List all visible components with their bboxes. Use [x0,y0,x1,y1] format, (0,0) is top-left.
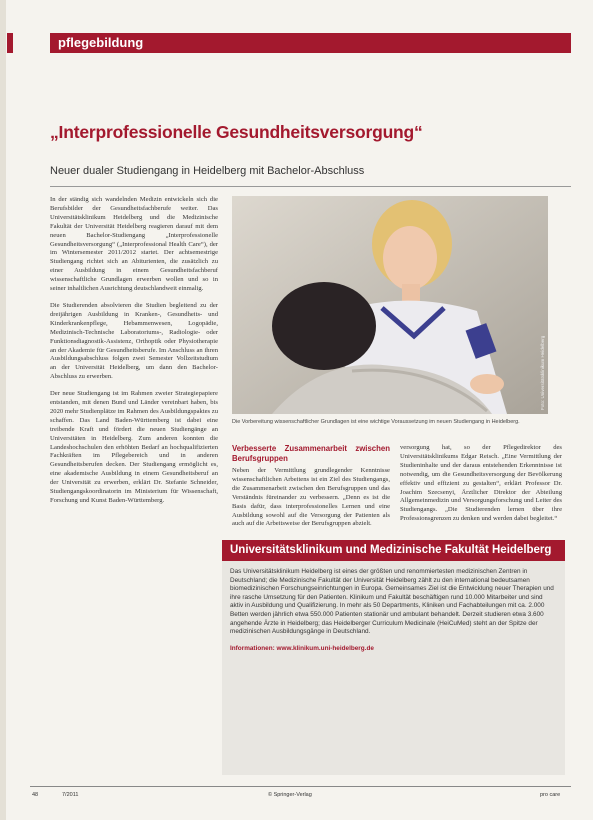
article-column-right [400,444,562,524]
footer-divider [30,786,571,787]
article-photo [232,196,548,414]
headline-divider [50,186,571,187]
info-box-link-line [222,637,565,652]
article-paragraph: Neben der Vermittlung grundlegender Kenntnisse wissenschaftlichen Arbeitens ist ein Ziel des Studiengangs, die Zusammenarbeit zwischen den Berufsgruppen und das Verständnis füreinander zu verbessern. „Denn es ist die Basis dafür, dass interprofessionelles Lernen und eine Ausbildung sowohl auf die Versorgung der Patienten als auch auf die Arbeitsweise der Berufsgruppen abzielt. [232,467,390,528]
article-column-middle [232,444,390,529]
footer-publisher: © Springer-Verlag [268,792,312,798]
article-paragraph: In der ständig sich wandelnden Medizin entwickeln sich die Berufsbilder der Gesundheitsfachberufe weiter. Das Universitätsklinikum Heidelberg und die Medizinische Fakultät der Universität Heidelberg reagieren darauf mit dem neuen Bachelor-Studiengang „Interprofessionelle Gesundheitsversorgung“ („Interprofessional Health Care“), der im Wintersemester 2011/2012 startet. Der achtsemestrige Studiengang richtet sich an Abiturienten, die zusätzlich zu einer Ausbildung in einem Gesundheitsfachberuf wissenschaftliche Grundlagen erwerben wollen und so in seiner inhaltlichen Ausrichtung deutschlandweit einmalig. [50,196,218,293]
info-link-url[interactable]: www.klinikum.uni-heidelberg.de [276,644,374,652]
section-label: pflegebildung [50,33,571,53]
footer-page-number: 48 [32,792,39,798]
section-tab-marker [7,33,13,53]
photo-credit: Foto: Universitätsklinikum Heidelberg [540,335,545,410]
info-box-title: Universitätsklinikum und Medizinische Fakultät Heidelberg [222,540,565,561]
article-subheadline: Neuer dualer Studiengang in Heidelberg mit Bachelor-Abschluss [50,165,365,177]
article-paragraph: versorgung hat, so der Pflegedirektor des Universitätsklinikums Edgar Reisch. „Eine Vermittlung der Studieninhalte und der daraus entstehenden Erkenntnisse ist notwendig, um die Gesundheitsversorgung der Bevölkerung effektiv und effizient zu gestalten“, erklärt Professor Dr. Joachim Szecsenyi, Ärztlicher Direktor der Abteilung Allgemeinmedizin und Versorgungsforschung und Leiter des Studiengangs. „Die Studierenden lernen über ihre Professionsgrenzen zu denken und werden dabei begleitet.“ [400,444,562,523]
article-paragraph: Der neue Studiengang ist im Rahmen zweier Strategiepapiere entstanden, mit denen Bund und Länder vereinbart haben, bis 2020 mehr Studienplätze im Rahmen des Ausbildungspaktes zu schaffen. Das Land Baden-Württemberg ist dabei eine treibende Kraft und fördert die neuen Studiengänge an Universitäten in Heidelberg. Zum anderen konnten die Landeshochschulen den erhöhten Bedarf an hochqualifizierten Fachkräften im Pflegebereich und in anderen Gesundheitsberufen decken. Der Studiengang ermöglicht es, eine akademische Ausbildung in einem Gesundheitsberuf an der Universität zu erwerben, erklärt Dr. Stefanie Schneider, Studiengangskoordinatorin im Ministerium für Wissenschaft, Forschung und Kunst Baden-Württemberg. [50,390,218,504]
article-headline: „Interprofessionelle Gesundheitsversorgung“ [50,122,423,142]
info-link-label: Informationen: [230,644,275,652]
article-paragraph: Die Studierenden absolvieren die Studien begleitend zu der dreijährigen Ausbildung in Kranken-, Gesundheits- und Kinderkrankenpflege, Hebammenwesen, Logopädie, Medizinisch-Technische Laboratoriums-, Radiologie- oder Funktionsdiagnostik-Assistenz, Orthoptik oder Physiotherapie an der Akademie für Gesundheitsberufe. Im Anschluss an ihren Ausbildungsabschluss folgen zwei Semester Vollzeitstudium an der Universität Heidelberg, um dann den Bachelor-Abschluss zu erwerben. [50,301,218,381]
footer-journal: pro care [540,792,561,798]
article-column-left [50,196,218,506]
page-edge [0,0,6,820]
photo-caption: Die Vorbereitung wissenschaftlicher Grundlagen ist eine wichtige Voraussetzung im neuen Studiengang in Heidelberg. [232,419,520,425]
info-box-body: Das Universitätsklinikum Heidelberg ist eines der größten und renommiertesten medizinischen Zentren in Deutschland; die Medizinische Fakultät der Universität Heidelberg zählt zu den international bedeutsamen biomedizinischen Forschungseinrichtungen in Europa. Gemeinsames Ziel ist die Entwicklung neuer Therapien und ihre rasche Umsetzung für den Patienten. Klinikum und Fakultät beschäftigen rund 10.000 Mitarbeiter und sind aktiv in Ausbildung und Qualifizierung. In mehr als 50 Departments, Kliniken und Fachabteilungen mit ca. 2.000 Betten werden jährlich etwa 550.000 Patienten stationär und ambulant behandelt. Derzeit studieren etwa 3.600 angehende Ärzte in Heidelberg; das Heidelberger Curriculum Medicinale (HeiCuMed) steht an der Spitze der medizinischen Ausbildungsgänge in Deutschland. [230,568,554,636]
footer-issue: 7/2011 [62,792,79,798]
subsection-heading: Verbesserte Zusammenarbeit zwischen Berufsgruppen [232,444,390,463]
photo-illustration [232,196,548,414]
info-box [222,540,565,775]
